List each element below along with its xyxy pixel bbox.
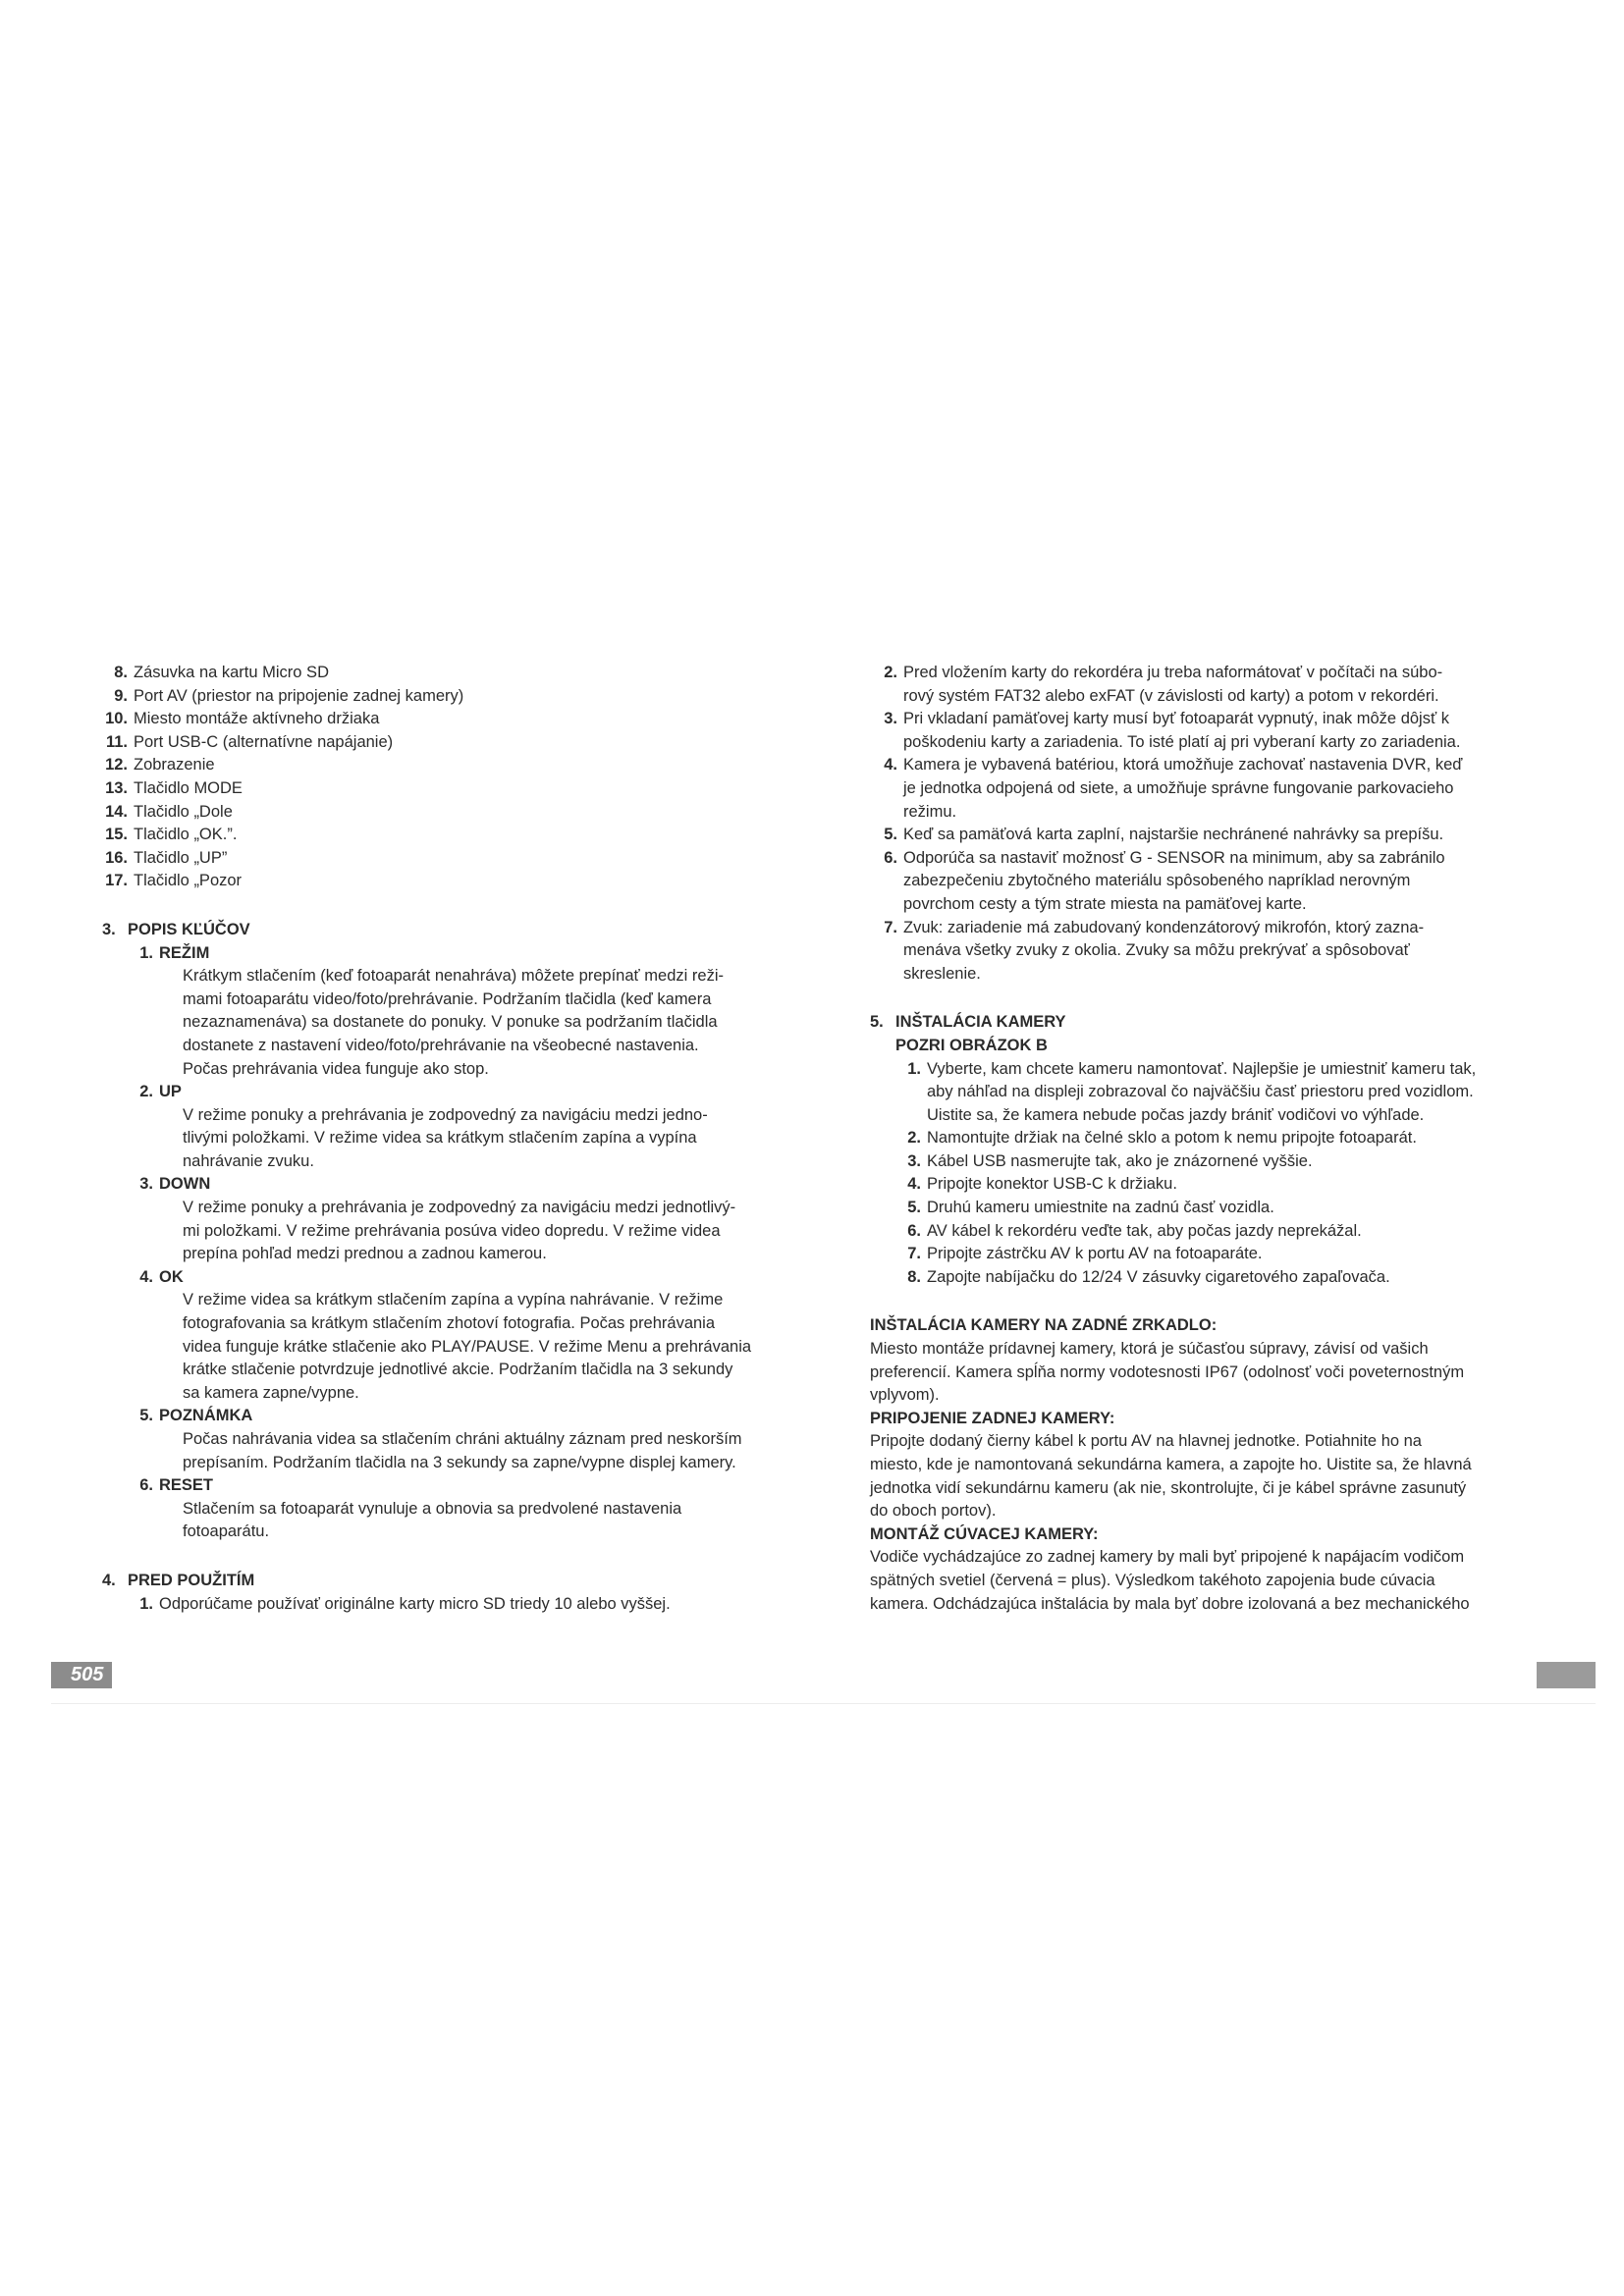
text-line: sa kamera zapne/vypne. <box>183 1383 359 1402</box>
list-item <box>128 1593 780 1617</box>
item-text: Odporúčame používať originálne karty micro SD triedy 10 alebo vyššej. <box>159 1594 671 1613</box>
list-item <box>102 708 780 731</box>
text-line: jednotka vidí sekundárnu kameru (ak nie, skontrolujte, či je kábel správne zasunutý <box>870 1478 1467 1497</box>
item-text: Port USB-C (alternatívne napájanie) <box>134 732 394 751</box>
item-text <box>903 708 1538 754</box>
text-line: preferencií. Kamera spĺňa normy vodotesnosti IP67 (odolnosť voči poveternostným <box>870 1362 1465 1381</box>
item-number: 2. <box>884 664 897 681</box>
key-number: 6. <box>139 1476 153 1495</box>
key-title: OK <box>159 1267 184 1286</box>
list-item <box>895 1220 1538 1244</box>
section-key-description <box>102 919 780 1544</box>
right-page-column <box>870 662 1538 1616</box>
text-line: Pripojte dodaný čierny kábel k portu AV na hlavnej jednotke. Potiahnite ho na <box>870 1432 1422 1451</box>
key-item-mode <box>128 942 780 1082</box>
text-line: fotografovania sa krátkym stlačením zhotoví fotografia. Počas prehrávania <box>183 1314 716 1333</box>
item-number: 15. <box>105 826 128 844</box>
item-number: 4. <box>907 1175 921 1194</box>
text-line: Zapojte nabíjačku do 12/24 V zásuvky cigaretového zapaľovača. <box>927 1267 1390 1286</box>
key-title: RESET <box>159 1476 214 1495</box>
text-line: prepína pohľad medzi prednou a zadnou kamerou. <box>183 1245 547 1263</box>
item-number: 5. <box>884 826 897 844</box>
key-title: REŽIM <box>159 943 210 962</box>
text-line: Vyberte, kam chcete kameru namontovať. Najlepšie je umiestniť kameru tak, <box>927 1059 1477 1078</box>
item-text: Tlačidlo „UP” <box>134 848 228 867</box>
text-line: fotoaparátu. <box>183 1522 270 1541</box>
list-item <box>870 847 1538 917</box>
key-heading <box>128 1266 780 1290</box>
text-line: spätných svetiel (červená = plus). Výsledkom takéhoto zapojenia bude cúvacia <box>870 1571 1435 1589</box>
list-item <box>870 824 1538 847</box>
item-number: 6. <box>884 848 897 867</box>
list-item <box>102 685 780 709</box>
before-use-continued-list <box>870 662 1538 986</box>
item-number: 1. <box>139 1594 153 1613</box>
item-number: 3. <box>884 710 897 728</box>
section-heading <box>102 919 780 942</box>
text-line: Keď sa pamäťová karta zaplní, najstaršie nechránené nahrávky sa prepíšu. <box>903 826 1444 844</box>
list-item <box>102 754 780 777</box>
list-item <box>895 1197 1538 1220</box>
key-description <box>183 1197 780 1266</box>
item-text: Zásuvka na kartu Micro SD <box>134 664 329 681</box>
key-heading <box>128 1081 780 1104</box>
block-heading: PRIPOJENIE ZADNEJ KAMERY: <box>870 1409 1115 1427</box>
item-number: 7. <box>907 1245 921 1263</box>
key-item-ok <box>128 1266 780 1406</box>
text-line: Kábel USB nasmerujte tak, ako je znázornené vyššie. <box>927 1151 1313 1170</box>
key-number: 5. <box>139 1407 153 1425</box>
text-line: Namontujte držiak na čelné sklo a potom k nemu pripojte fotoaparát. <box>927 1129 1417 1148</box>
key-number: 3. <box>139 1175 153 1194</box>
text-line: prepísaním. Podržaním tlačidla na 3 sekundy sa zapne/vypne displej kamery. <box>183 1453 736 1471</box>
key-heading <box>128 1405 780 1428</box>
text-line: vplyvom). <box>870 1386 940 1405</box>
text-line: videa funguje krátke stlačenie ako PLAY/PAUSE. V režime Menu a prehrávania <box>183 1337 752 1356</box>
section-heading <box>102 1570 780 1593</box>
text-line: Vodiče vychádzajúce zo zadnej kamery by mali byť pripojené k napájacím vodičom <box>870 1548 1465 1567</box>
text-line: mami fotoaparátu video/foto/prehrávanie. Podržaním tlačidla (keď kamera <box>183 989 712 1008</box>
item-text <box>927 1127 1538 1150</box>
list-item <box>870 662 1538 708</box>
text-line: Druhú kameru umiestnite na zadnú časť vozidla. <box>927 1199 1274 1217</box>
key-description <box>183 1498 780 1544</box>
section-number: 3. <box>102 920 116 938</box>
item-text: Tlačidlo „Pozor <box>134 872 243 890</box>
text-line: Zvuk: zariadenie má zabudovaný kondenzátorový mikrofón, ktorý zazna- <box>903 918 1425 936</box>
section-title: INŠTALÁCIA KAMERY <box>895 1013 1066 1032</box>
text-line: zabezpečeniu zbytočného materiálu spôsobeného napríklad nerovným <box>903 872 1411 890</box>
item-number: 3. <box>907 1151 921 1170</box>
item-number: 1. <box>907 1059 921 1078</box>
key-description <box>183 1289 780 1405</box>
block-heading: INŠTALÁCIA KAMERY NA ZADNÉ ZRKADLO: <box>870 1316 1218 1335</box>
list-item <box>102 824 780 847</box>
left-page-column <box>102 662 780 1616</box>
key-heading <box>128 942 780 966</box>
text-line: V režime videa sa krátkym stlačením zapína a vypína nahrávanie. V režime <box>183 1291 724 1309</box>
text-line: menáva všetky zvuky z okolia. Zvuky sa môžu prekrývať a spôsobovať <box>903 941 1410 960</box>
list-item <box>895 1243 1538 1266</box>
list-item <box>870 754 1538 824</box>
text-line: krátke stlačenie potvrdzuje jednotlivé akcie. Podržaním tlačidla na 3 sekundy <box>183 1361 733 1379</box>
key-heading <box>128 1474 780 1498</box>
list-item <box>895 1173 1538 1197</box>
block-heading: MONTÁŽ CÚVACEJ KAMERY: <box>870 1524 1099 1543</box>
item-text <box>927 1058 1538 1128</box>
text-line: skreslenie. <box>903 964 981 983</box>
item-text <box>903 662 1538 708</box>
key-title: UP <box>159 1083 182 1101</box>
text-line: Krátkym stlačením (keď fotoaparát nenahráva) môžete prepínať medzi reži- <box>183 967 724 986</box>
item-number: 8. <box>907 1267 921 1286</box>
item-number: 7. <box>884 918 897 936</box>
item-number: 12. <box>105 756 128 774</box>
text-line: do oboch portov). <box>870 1502 997 1521</box>
text-line: mi položkami. V režime prehrávania posúva video dopredu. V režime videa <box>183 1221 721 1240</box>
key-item-note <box>128 1405 780 1474</box>
text-line: nahrávanie zvuku. <box>183 1151 314 1170</box>
text-line: Pri vkladaní pamäťovej karty musí byť fotoaparát vypnutý, inak môže dôjsť k <box>903 710 1449 728</box>
list-item <box>870 708 1538 754</box>
list-item <box>102 870 780 893</box>
page-number-tab-right <box>1537 1662 1596 1688</box>
text-line: povrchom cesty a tým strate miesta na pamäťovej karte. <box>903 894 1307 913</box>
list-item <box>895 1058 1538 1128</box>
section-title: PRED POUŽITÍM <box>128 1571 255 1589</box>
page-number: 505 <box>71 1664 104 1685</box>
item-text <box>927 1243 1538 1266</box>
text-line: kamera. Odchádzajúca inštalácia by mala byť dobre izolovaná a bez mechanického <box>870 1594 1470 1613</box>
item-number: 16. <box>105 848 128 867</box>
item-number: 11. <box>105 732 128 751</box>
item-text: Tlačidlo „OK.”. <box>134 826 238 844</box>
item-number: 10. <box>105 710 128 728</box>
text-line: miesto, kde je namontovaná sekundárna kamera, a zapojte ho. Uistite sa, že hlavná <box>870 1456 1472 1473</box>
item-text <box>903 917 1538 987</box>
installation-steps <box>895 1058 1538 1290</box>
item-text <box>927 1173 1538 1197</box>
key-item-up <box>128 1081 780 1173</box>
key-title: POZNÁMKA <box>159 1407 253 1425</box>
list-item <box>102 777 780 801</box>
text-line: poškodeniu karty a zariadenia. To isté platí aj pri vyberaní karty zo zariadenia. <box>903 732 1461 751</box>
footer-divider <box>51 1703 1596 1704</box>
text-line: je jednotka odpojená od siete, a umožňuje správne fungovanie parkovacieho <box>903 778 1454 797</box>
item-text: Miesto montáže aktívneho držiaka <box>134 710 380 728</box>
item-text: Tlačidlo „Dole <box>134 802 233 821</box>
text-line: dostanete z nastavení video/foto/prehrávanie na všeobecné nastavenia. <box>183 1036 699 1054</box>
text-line: Stlačením sa fotoaparát vynuluje a obnovia sa predvolené nastavenia <box>183 1499 682 1518</box>
text-line: Pripojte zástrčku AV k portu AV na fotoaparáte. <box>927 1245 1263 1263</box>
text-line: nezaznamenáva) sa dostanete do ponuky. V ponuke sa podržaním tlačidla <box>183 1013 718 1032</box>
key-description <box>183 1104 780 1174</box>
item-text <box>927 1197 1538 1220</box>
item-number: 6. <box>907 1221 921 1240</box>
section-number: 4. <box>102 1571 116 1589</box>
page-number-tab-left <box>51 1662 112 1688</box>
key-description <box>183 1428 780 1474</box>
section-subtitle: POZRI OBRÁZOK B <box>895 1036 1048 1054</box>
key-item-down <box>128 1173 780 1265</box>
item-text <box>927 1266 1538 1290</box>
item-number: 17. <box>105 872 128 890</box>
rear-mirror-installation-block <box>870 1314 1538 1616</box>
list-item <box>895 1150 1538 1174</box>
item-number: 13. <box>105 778 128 797</box>
text-line: rový systém FAT32 alebo exFAT (v závislosti od karty) a potom v rekordéri. <box>903 686 1439 705</box>
key-title: DOWN <box>159 1175 211 1194</box>
item-number: 8. <box>114 664 128 681</box>
list-item <box>102 662 780 685</box>
item-text <box>903 847 1538 917</box>
text-line: V režime ponuky a prehrávania je zodpovedný za navigáciu medzi jedno- <box>183 1105 708 1124</box>
key-description <box>183 965 780 1081</box>
key-item-reset <box>128 1474 780 1544</box>
key-number: 2. <box>139 1083 153 1101</box>
text-line: Počas nahrávania videa sa stlačením chráni aktuálny záznam pred neskorším <box>183 1430 742 1448</box>
section-camera-installation <box>870 1011 1538 1289</box>
text-line: aby náhľad na displeji zobrazoval čo najväčšiu časť priestoru pred vozidlom. <box>927 1083 1474 1101</box>
text-line: Kamera je vybavená batériou, ktorá umožňuje zachovať nastavenia DVR, keď <box>903 756 1463 774</box>
item-text: Tlačidlo MODE <box>134 778 243 797</box>
list-item <box>102 731 780 755</box>
item-number: 14. <box>105 802 128 821</box>
item-text <box>927 1220 1538 1244</box>
text-line: Miesto montáže prídavnej kamery, ktorá je súčasťou súpravy, závisí od vašich <box>870 1340 1429 1359</box>
text-line: Počas prehrávania videa funguje ako stop. <box>183 1059 489 1078</box>
list-row <box>128 1593 780 1617</box>
text-line: tlivými položkami. V režime videa sa krátkym stlačením zapína a vypína <box>183 1129 697 1148</box>
section-number: 5. <box>870 1013 884 1032</box>
section-before-use <box>102 1570 780 1616</box>
item-text: Zobrazenie <box>134 756 215 774</box>
list-item <box>870 917 1538 987</box>
key-number: 1. <box>139 943 153 962</box>
text-line: režimu. <box>903 802 957 821</box>
item-number: 5. <box>907 1199 921 1217</box>
item-text <box>903 824 1538 847</box>
list-item <box>102 847 780 871</box>
text-line: Pripojte konektor USB-C k držiaku. <box>927 1175 1177 1194</box>
item-number: 2. <box>907 1129 921 1148</box>
key-number: 4. <box>139 1267 153 1286</box>
item-number: 4. <box>884 756 897 774</box>
text-line: Uistite sa, že kamera nebude počas jazdy brániť vodičovi vo výhľade. <box>927 1105 1425 1124</box>
item-text <box>903 754 1538 824</box>
text-line: Pred vložením karty do rekordéra ju treba naformátovať v počítači na súbo- <box>903 664 1443 681</box>
item-text <box>927 1150 1538 1174</box>
text-line: Odporúča sa nastaviť možnosť G - SENSOR na minimum, aby sa zabránilo <box>903 848 1445 867</box>
section-heading <box>870 1011 1538 1035</box>
parts-list <box>102 662 780 893</box>
list-item <box>895 1266 1538 1290</box>
section-title: POPIS KĽÚČOV <box>128 920 250 938</box>
item-number: 9. <box>114 686 128 705</box>
list-item <box>895 1127 1538 1150</box>
list-item <box>102 801 780 825</box>
text-line: V režime ponuky a prehrávania je zodpovedný za navigáciu medzi jednotlivý- <box>183 1199 736 1217</box>
item-text: Port AV (priestor na pripojenie zadnej kamery) <box>134 686 464 705</box>
text-line: AV kábel k rekordéru veďte tak, aby počas jazdy neprekážal. <box>927 1221 1362 1240</box>
key-heading <box>128 1173 780 1197</box>
